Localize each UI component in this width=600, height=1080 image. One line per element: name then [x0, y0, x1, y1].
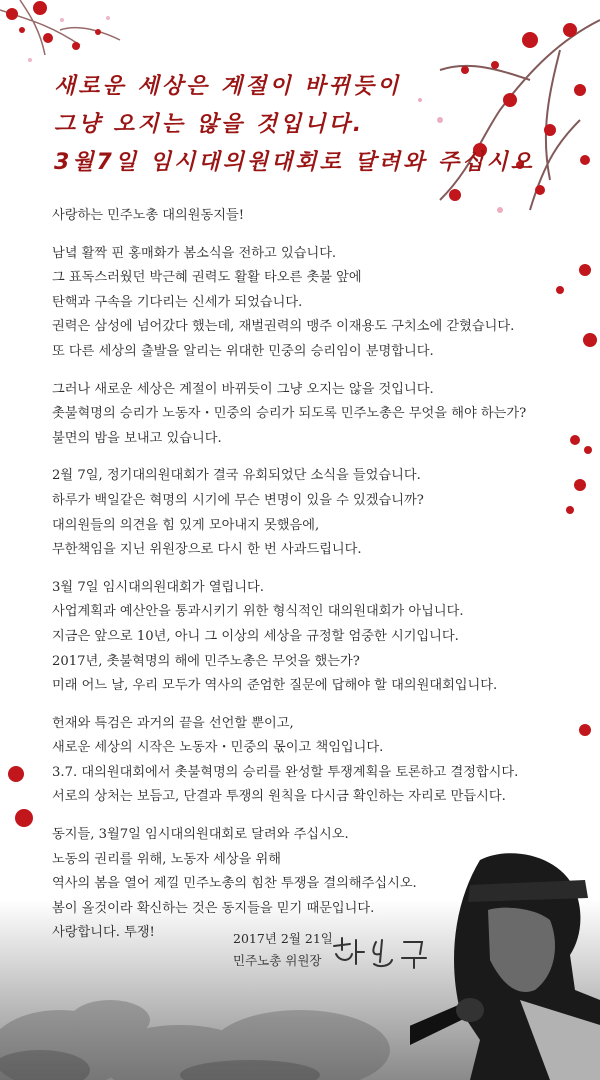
date: 2017년 2월 21일: [233, 931, 333, 946]
signature-block: [233, 928, 333, 972]
paragraph: [52, 464, 552, 562]
letter-body: [52, 204, 552, 959]
headline: [54, 68, 584, 182]
line: 새로운 세상의 시작은 노동자・민중의 몫이고 책임입니다.: [52, 740, 384, 756]
line: 2월 7일, 정기대의원대회가 결국 유회되었단 소식을 들었습니다.: [52, 468, 421, 484]
line: 권력은 삼성에 넘어갔다 했는데, 재벌권력의 맹주 이재용도 구치소에 갇혔습니다.: [52, 319, 515, 335]
line: 사업계획과 예산안을 통과시키기 위한 형식적인 대의원대회가 아닙니다.: [52, 604, 464, 620]
line: 대의원들의 의견을 힘 있게 모아내지 못했음에,: [52, 517, 320, 533]
line: 그 표독스러웠던 박근혜 권력도 활활 타오른 촛불 앞에: [52, 270, 362, 286]
line: 3.7. 대의원대회에서 촛불혁명의 승리를 완성할 투쟁계획을 토론하고 결정합시다.: [52, 764, 519, 780]
signer-title: 민주노총 위원장: [233, 953, 322, 968]
plum-blossom-left-decoration: [0, 740, 60, 840]
greeting: 사랑하는 민주노총 대의원동지들!: [52, 208, 245, 223]
line: 남녘 활짝 핀 홍매화가 봄소식을 전하고 있습니다.: [52, 245, 337, 261]
line: 그러나 새로운 세상은 계절이 바뀌듯이 그냥 오지는 않을 것입니다.: [52, 381, 434, 397]
line: 미래 어느 날, 우리 모두가 역사의 준엄한 질문에 답해야 할 대의원대회입니다.: [52, 678, 498, 694]
line: 또 다른 세상의 출발을 알리는 위대한 민중의 승리임이 분명합니다.: [52, 343, 434, 359]
handwritten-signature: [328, 932, 438, 972]
line: 지금은 앞으로 10년, 아니 그 이상의 세상을 규정할 엄중한 시기입니다.: [52, 628, 459, 644]
headline-line: 새로운 세상은 계절이 바뀌듯이: [54, 74, 402, 99]
paragraph: [52, 242, 552, 365]
line: 헌재와 특검은 과거의 끝을 선언할 뿐이고,: [52, 715, 294, 731]
headline-line: 3월7일 임시대의원대회로 달려와 주십시오: [54, 150, 535, 175]
line: 역사의 봄을 열어 제낄 민주노총의 힘찬 투쟁을 결의해주십시오.: [52, 876, 417, 892]
line: 노동의 권리를 위해, 노동자 세상을 위해: [52, 851, 281, 867]
line: 무한책임을 지닌 위원장으로 다시 한 번 사과드립니다.: [52, 542, 362, 558]
headline-line: 그냥 오지는 않을 것입니다.: [54, 112, 365, 137]
line: 동지들, 3월7일 임시대의원대회로 달려와 주십시오.: [52, 827, 349, 843]
paragraph: [52, 712, 552, 810]
line: 3월 7일 임시대의원대회가 열립니다.: [52, 579, 264, 595]
line: 서로의 상처는 보듬고, 단결과 투쟁의 원칙을 다시금 확인하는 자리로 만듭시다.: [52, 789, 506, 805]
line: 불면의 밤을 보내고 있습니다.: [52, 430, 222, 446]
line: 탄핵과 구속을 기다리는 신세가 되었습니다.: [52, 294, 303, 310]
paragraph: [52, 378, 552, 452]
line: 사랑합니다. 투쟁!: [52, 925, 155, 941]
paragraph: [52, 576, 552, 699]
line: 봄이 올것이라 확신하는 것은 동지들을 믿기 때문입니다.: [52, 900, 375, 916]
line: 촛불혁명의 승리가 노동자・민중의 승리가 되도록 민주노총은 무엇을 해야 하는가?: [52, 406, 527, 422]
line: 하루가 백일같은 혁명의 시기에 무슨 변명이 있을 수 있겠습니까?: [52, 492, 424, 508]
line: 2017년, 촛불혁명의 해에 민주노총은 무엇을 했는가?: [52, 653, 360, 669]
